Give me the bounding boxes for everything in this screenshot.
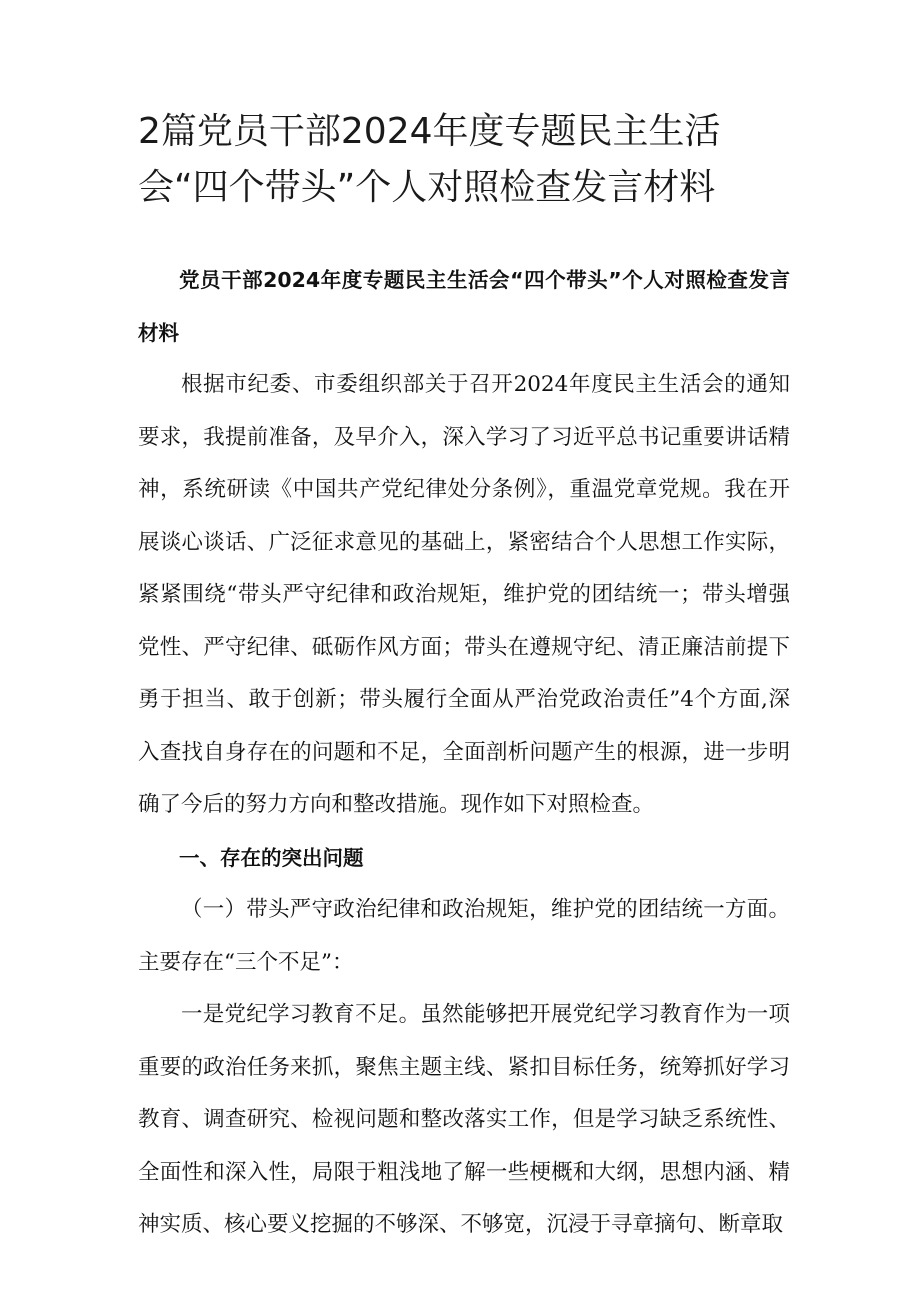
document-subtitle: 党员干部2024年度专题民主生活会“四个带头”个人对照检查发言材料: [138, 268, 790, 345]
section-heading: 一、存在的突出问题: [179, 845, 364, 870]
point-paragraph: 一是党纪学习教育不足。虽然能够把开展党纪学习教育作为一项重要的政治任务来抓，聚焦主题主线、紧扣目标任务，统筹抓好学习教育、调查研究、检视问题和整改落实工作，但是学习缺乏系统性、全面性和深入性，局限于粗浅地了解一些梗概和大纲，思想内涵、精神实质、核心要义挖掘的不够深、不够宽，沉浸于寻章摘句、断章取: [138, 1002, 790, 1237]
intro-paragraph: 根据市纪委、市委组织部关于召开2024年度民主生活会的通知要求，我提前准备，及早介入，深入学习了习近平总书记重要讲话精神，系统研读《中国共产党纪律处分条例》，重温党章党规。我在开展谈心谈话、广泛征求意见的基础上，紧密结合个人思想工作实际，紧紧围绕“带头严守纪律和政治规矩，维护党的团结统一；带头增强党性、严守纪律、砥砺作风方面；带头在遵规守纪、清正廉洁前提下勇于担当、敢于创新；带头履行全面从严治党政治责任”4个方面,深入查找自身存在的问题和不足，全面剖析问题产生的根源，进一步明确了今后的努力方向和整改措施。现作如下对照检查。: [138, 372, 790, 817]
document-body: [138, 254, 790, 1252]
subsection-paragraph: （一）带头严守政治纪律和政治规矩，维护党的团结统一方面。主要存在“三个不足”：: [138, 897, 790, 975]
document-title: 2篇党员干部2024年度专题民主生活会“四个带头”个人对照检查发言材料: [138, 111, 721, 208]
